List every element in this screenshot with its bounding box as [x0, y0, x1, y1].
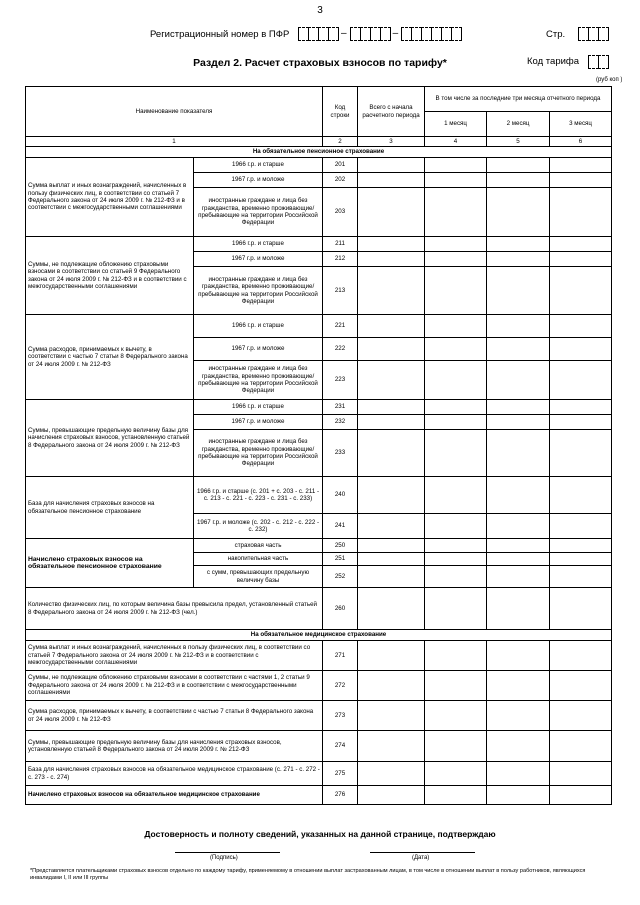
- sub-older: 1966 г.р. и старше: [194, 237, 323, 252]
- value-cell[interactable]: [358, 641, 425, 671]
- row-label-272: Суммы, не подлежащие обложению страховыми взносами в соответствии с частями 1, 2 статьи 9 Федерального закона от 24 июля 2009 г. № 212-ФЗ и в соответствии с межгосударственными соглашениями: [26, 671, 323, 701]
- value-cell[interactable]: [550, 588, 612, 630]
- section-title: Раздел 2. Расчет страховых взносов по тарифу*: [193, 57, 447, 69]
- row-code: 252: [323, 566, 358, 588]
- value-cell[interactable]: [487, 400, 550, 415]
- value-cell[interactable]: [487, 338, 550, 361]
- row-code: 276: [323, 786, 358, 805]
- tarif-code-label: Код тарифа: [527, 56, 580, 67]
- sub-older: 1966 г.р. и старше: [194, 315, 323, 338]
- row-code: 203: [323, 188, 358, 237]
- colnum-2: 2: [323, 137, 358, 147]
- value-cell[interactable]: [487, 641, 550, 671]
- value-cell[interactable]: [550, 731, 612, 762]
- value-cell[interactable]: [358, 671, 425, 701]
- colnum-6: 6: [550, 137, 612, 147]
- value-cell[interactable]: [425, 430, 487, 477]
- row-label-g3: Сумма расходов, принимаемых к вычету, в соответствии с частью 7 статьи 8 Федерального закона от 24 июля 2009 г. № 212-ФЗ: [26, 315, 194, 400]
- value-cell[interactable]: [358, 430, 425, 477]
- date-label: (Дата): [412, 855, 430, 861]
- row-label-275: База для начисления страховых взносов на обязательное медицинское страхование (с. 271 - с. 272 - с. 273 - с. 274): [26, 762, 323, 786]
- value-cell[interactable]: [358, 267, 425, 315]
- row-code: 275: [323, 762, 358, 786]
- row-label-276: Начислено страховых взносов на обязательное медицинское страхование: [26, 786, 323, 805]
- value-cell[interactable]: [550, 641, 612, 671]
- colnum-5: 5: [487, 137, 550, 147]
- signature-label: (Подпись): [210, 855, 238, 861]
- sub-over-limit: с сумм, превышающих предельную величину базы: [194, 566, 323, 588]
- value-cell[interactable]: [358, 338, 425, 361]
- row-code: 240: [323, 477, 358, 514]
- value-cell[interactable]: [487, 701, 550, 731]
- value-cell[interactable]: [487, 237, 550, 252]
- value-cell[interactable]: [550, 786, 612, 805]
- contributions-table: [25, 86, 612, 805]
- value-cell[interactable]: [425, 415, 487, 430]
- value-cell[interactable]: [487, 430, 550, 477]
- page-number: 3: [317, 5, 323, 16]
- value-cell[interactable]: [358, 315, 425, 338]
- value-cell[interactable]: [550, 188, 612, 237]
- value-cell[interactable]: [425, 786, 487, 805]
- value-cell[interactable]: [358, 237, 425, 252]
- value-cell[interactable]: [487, 514, 550, 539]
- row-code: 260: [323, 588, 358, 630]
- value-cell[interactable]: [358, 786, 425, 805]
- value-cell[interactable]: [550, 338, 612, 361]
- value-cell[interactable]: [487, 671, 550, 701]
- row-label-g6: Начислено страховых взносов на обязательное пенсионное страхование: [26, 539, 194, 588]
- value-cell[interactable]: [550, 539, 612, 553]
- value-cell[interactable]: [425, 641, 487, 671]
- value-cell[interactable]: [358, 762, 425, 786]
- value-cell[interactable]: [487, 588, 550, 630]
- row-label-273: Сумма расходов, принимаемых к вычету, в соответствии с частью 7 статьи 8 Федерального закона от 24 июля 2009 г. № 212-ФЗ: [26, 701, 323, 731]
- value-cell[interactable]: [425, 173, 487, 188]
- sub-foreign: иностранные граждане и лица без гражданства, временно проживающие/пребывающие на территории Российской Федерации: [194, 430, 323, 477]
- value-cell[interactable]: [487, 252, 550, 267]
- value-cell[interactable]: [487, 553, 550, 566]
- colnum-1: 1: [26, 137, 323, 147]
- value-cell[interactable]: [550, 173, 612, 188]
- value-cell[interactable]: [487, 267, 550, 315]
- sub-base-241: 1967 г.р. и моложе (с. 202 - с. 212 - с. 222 - с. 232): [194, 514, 323, 539]
- row-code: 273: [323, 701, 358, 731]
- value-cell[interactable]: [425, 338, 487, 361]
- value-cell[interactable]: [425, 361, 487, 400]
- value-cell[interactable]: [425, 158, 487, 173]
- value-cell[interactable]: [487, 361, 550, 400]
- value-cell[interactable]: [550, 361, 612, 400]
- value-cell[interactable]: [358, 731, 425, 762]
- value-cell[interactable]: [425, 701, 487, 731]
- sub-older: 1966 г.р. и старше: [194, 400, 323, 415]
- value-cell[interactable]: [425, 267, 487, 315]
- sub-base-240: 1966 г.р. и старше (с. 201 + с. 203 - с. 211 - с. 213 - с. 221 - с. 223 - с. 231 - с. 233): [194, 477, 323, 514]
- header-month-2: 2 месяц: [487, 112, 550, 137]
- value-cell[interactable]: [550, 400, 612, 415]
- header-month-3: 3 месяц: [550, 112, 612, 137]
- row-code: 212: [323, 252, 358, 267]
- value-cell[interactable]: [425, 566, 487, 588]
- value-cell[interactable]: [425, 237, 487, 252]
- section-pension: На обязательное пенсионное страхование: [26, 147, 612, 158]
- value-cell[interactable]: [358, 415, 425, 430]
- sub-foreign: иностранные граждане и лица без гражданства, временно проживающие/пребывающие на территории Российской Федерации: [194, 361, 323, 400]
- value-cell[interactable]: [425, 671, 487, 701]
- value-cell[interactable]: [550, 671, 612, 701]
- sub-younger: 1967 г.р. и моложе: [194, 173, 323, 188]
- sub-younger: 1967 г.р. и моложе: [194, 252, 323, 267]
- row-code: 211: [323, 237, 358, 252]
- tarif-code-field[interactable]: [588, 55, 608, 69]
- header-name: Наименование показателя: [26, 87, 323, 137]
- row-label-274: Суммы, превышающие предельную величину базы для начисления страховых взносов, установленную статьей 8 Федерального закона от 24 июля 2009 г. № 212-ФЗ: [26, 731, 323, 762]
- row-label-g5: База для начисления страховых взносов на обязательное пенсионное страхование: [26, 477, 194, 539]
- row-code: 201: [323, 158, 358, 173]
- signature-line[interactable]: [175, 852, 280, 853]
- sub-insurance: страховая часть: [194, 539, 323, 553]
- row-label-260: Количество физических лиц, по которым величина базы превысила предел, установленный статьей 8 Федерального закона от 24 июля 2009 г. № 212-ФЗ (чел.): [26, 588, 323, 630]
- value-cell[interactable]: [550, 315, 612, 338]
- row-code: 233: [323, 430, 358, 477]
- reg-number-field[interactable]: [298, 27, 461, 41]
- value-cell[interactable]: [358, 252, 425, 267]
- row-code: 202: [323, 173, 358, 188]
- value-cell[interactable]: [358, 514, 425, 539]
- value-cell[interactable]: [425, 762, 487, 786]
- value-cell[interactable]: [487, 539, 550, 553]
- page-label: Стр.: [546, 29, 566, 40]
- value-cell[interactable]: [425, 400, 487, 415]
- value-cell[interactable]: [487, 477, 550, 514]
- colnum-3: 3: [358, 137, 425, 147]
- value-cell[interactable]: [425, 315, 487, 338]
- value-cell[interactable]: [550, 553, 612, 566]
- sub-older: 1966 г.р. и старше: [194, 158, 323, 173]
- value-cell[interactable]: [425, 539, 487, 553]
- value-cell[interactable]: [425, 477, 487, 514]
- sub-foreign: иностранные граждане и лица без гражданства, временно проживающие/пребывающие на территории Российской Федерации: [194, 188, 323, 237]
- value-cell[interactable]: [358, 701, 425, 731]
- value-cell[interactable]: [550, 762, 612, 786]
- footnote: *Представляется плательщиками страховых взносов отдельно по каждому тарифу, применяемому в отношении выплат застрахованным лицам, в том числе в отношении выплат в пользу работников, являющихся инвалидами I, II или III группы: [30, 868, 586, 881]
- value-cell[interactable]: [550, 415, 612, 430]
- row-label-g4: Суммы, превышающие предельную величину базы для начисления страховых взносов, установленную статьей 8 Федерального закона от 24 июля 2009 г. № 212-ФЗ: [26, 400, 194, 477]
- sub-younger: 1967 г.р. и моложе: [194, 338, 323, 361]
- value-cell[interactable]: [550, 237, 612, 252]
- value-cell[interactable]: [487, 315, 550, 338]
- row-label-g1: Сумма выплат и иных вознаграждений, начисленных в пользу физических лиц, в соответствии со статьей 7 Федерального закона от 24 июля 2009 г. № 212-ФЗ и в соответствии с межгосударственными соглашениями: [26, 158, 194, 237]
- header-month-1: 1 месяц: [425, 112, 487, 137]
- value-cell[interactable]: [550, 477, 612, 514]
- value-cell[interactable]: [487, 731, 550, 762]
- page-number-field[interactable]: [578, 27, 608, 41]
- section-medical: На обязательное медицинское страхование: [26, 630, 612, 641]
- value-cell[interactable]: [425, 588, 487, 630]
- date-line[interactable]: [370, 852, 475, 853]
- value-cell[interactable]: [487, 415, 550, 430]
- value-cell[interactable]: [425, 188, 487, 237]
- header-last3: В том числе за последние три месяца отчетного периода: [425, 87, 612, 112]
- value-cell[interactable]: [425, 514, 487, 539]
- value-cell[interactable]: [358, 158, 425, 173]
- row-code: 251: [323, 553, 358, 566]
- value-cell[interactable]: [550, 158, 612, 173]
- sub-younger: 1967 г.р. и моложе: [194, 415, 323, 430]
- reg-dash: –: [392, 28, 399, 39]
- value-cell[interactable]: [425, 553, 487, 566]
- value-cell[interactable]: [487, 158, 550, 173]
- value-cell[interactable]: [358, 553, 425, 566]
- row-code: 213: [323, 267, 358, 315]
- value-cell[interactable]: [358, 361, 425, 400]
- unit-label: (руб коп ): [596, 77, 623, 83]
- value-cell[interactable]: [550, 514, 612, 539]
- value-cell[interactable]: [487, 173, 550, 188]
- value-cell[interactable]: [550, 252, 612, 267]
- value-cell[interactable]: [550, 566, 612, 588]
- value-cell[interactable]: [550, 267, 612, 315]
- colnum-4: 4: [425, 137, 487, 147]
- value-cell[interactable]: [487, 188, 550, 237]
- row-code: 241: [323, 514, 358, 539]
- row-code: 250: [323, 539, 358, 553]
- row-code: 223: [323, 361, 358, 400]
- row-code: 221: [323, 315, 358, 338]
- value-cell[interactable]: [358, 477, 425, 514]
- value-cell[interactable]: [487, 786, 550, 805]
- row-code: 231: [323, 400, 358, 415]
- row-code: 272: [323, 671, 358, 701]
- confirmation-text: Достоверность и полноту сведений, указанных на данной странице, подтверждаю: [144, 829, 496, 839]
- value-cell[interactable]: [487, 566, 550, 588]
- value-cell[interactable]: [425, 731, 487, 762]
- reg-number-label: Регистрационный номер в ПФР: [150, 29, 290, 40]
- row-code: 274: [323, 731, 358, 762]
- value-cell[interactable]: [358, 400, 425, 415]
- sub-foreign: иностранные граждане и лица без гражданства, временно проживающие/пребывающие на территории Российской Федерации: [194, 267, 323, 315]
- row-code: 222: [323, 338, 358, 361]
- value-cell[interactable]: [358, 588, 425, 630]
- row-label-g2: Суммы, не подлежащие обложению страховыми взносами в соответствии со статьей 9 Федерального закона от 24 июля 2009 г. № 212-ФЗ и в соответствии с межгосударственными соглашениями: [26, 237, 194, 315]
- value-cell[interactable]: [425, 252, 487, 267]
- sub-accumulative: накопительная часть: [194, 553, 323, 566]
- value-cell[interactable]: [358, 173, 425, 188]
- value-cell[interactable]: [550, 701, 612, 731]
- header-code: Код строки: [323, 87, 358, 137]
- header-total: Всего с начала расчетного периода: [358, 87, 425, 137]
- value-cell[interactable]: [358, 566, 425, 588]
- reg-dash: –: [341, 28, 347, 39]
- value-cell[interactable]: [487, 762, 550, 786]
- value-cell[interactable]: [550, 430, 612, 477]
- row-code: 232: [323, 415, 358, 430]
- value-cell[interactable]: [358, 539, 425, 553]
- row-label-271: Сумма выплат и иных вознаграждений, начисленных в пользу физических лиц, в соответствии со статьей 7 Федерального закона от 24 июля 2009 г. № 212-ФЗ и в соответствии с межгосударственными соглашениями: [26, 641, 323, 671]
- row-code: 271: [323, 641, 358, 671]
- value-cell[interactable]: [358, 188, 425, 237]
